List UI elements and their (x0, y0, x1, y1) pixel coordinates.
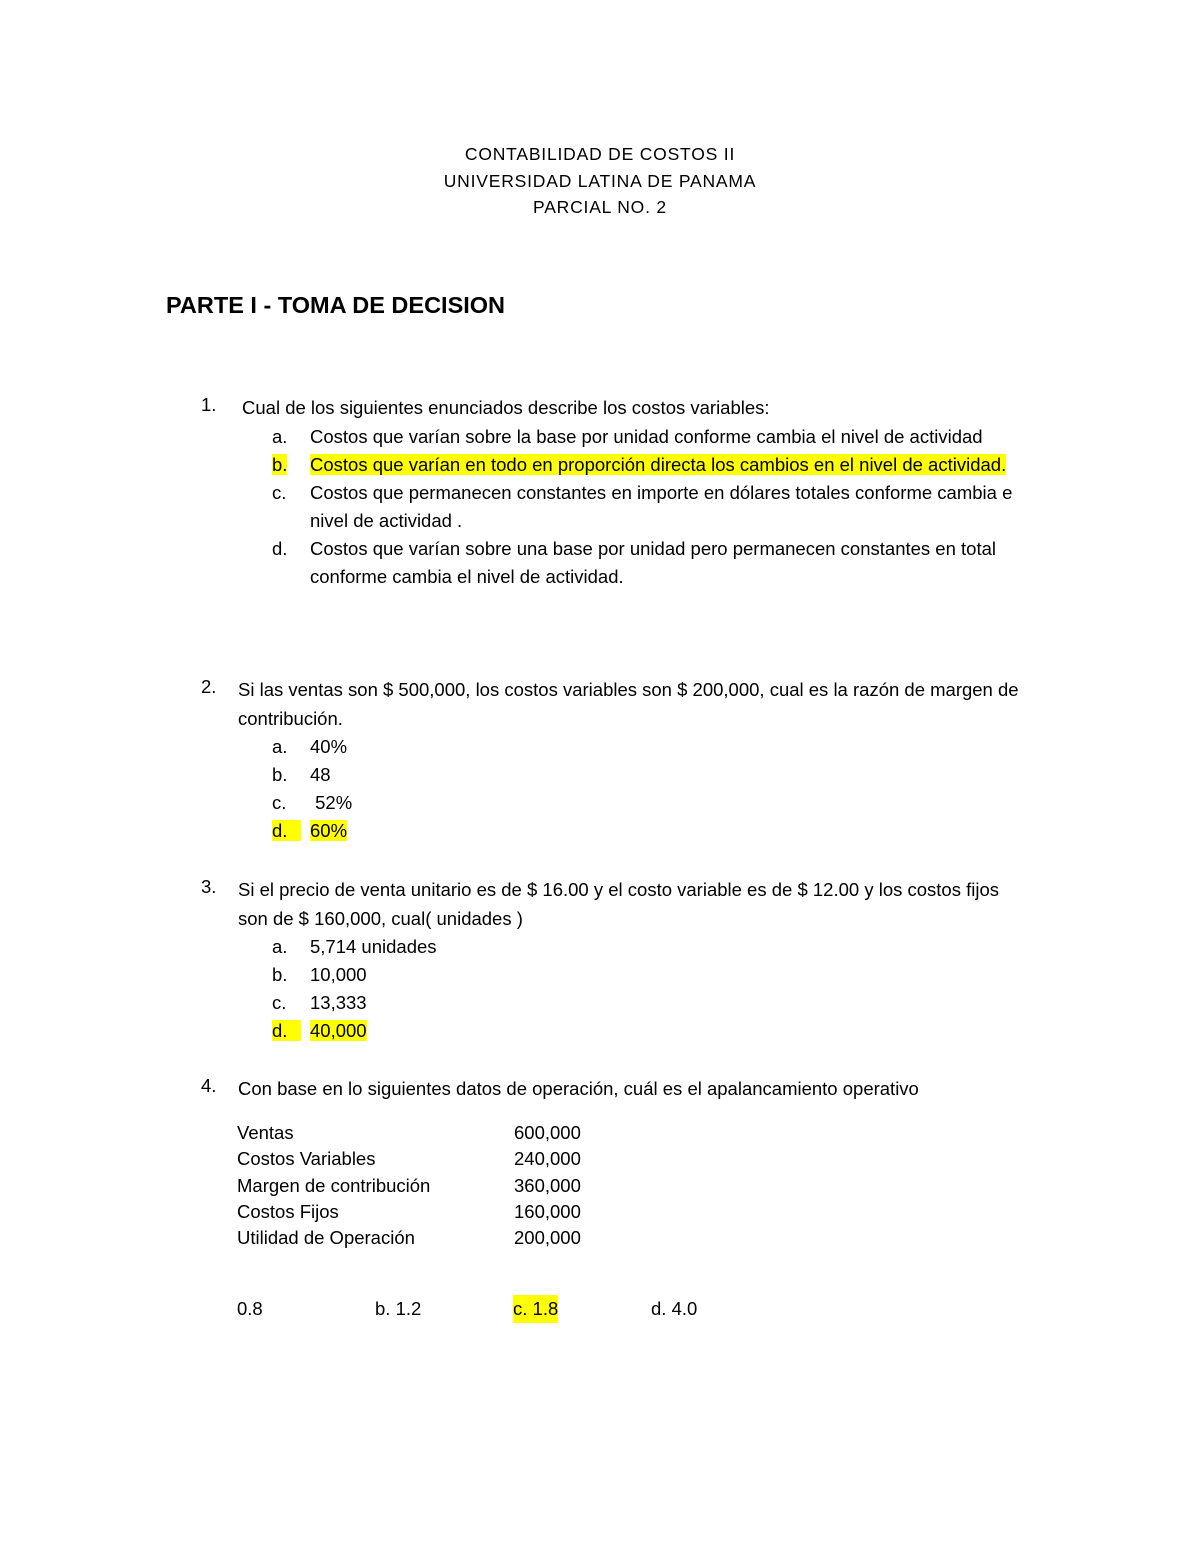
question-1 (201, 394, 1021, 591)
question-4 (201, 1075, 1021, 1104)
option-b (272, 961, 1021, 989)
question-text: Si el precio de venta unitario es de $ 16.00 y el costo variable es de $ 12.00 y los costos fijos son de $ 160,000, cual( unidades ) (238, 879, 1000, 929)
row-label: Margen de contribución (237, 1174, 431, 1196)
question-3 (201, 876, 1021, 1045)
table-row (237, 1225, 581, 1251)
option-letter: c. (272, 992, 287, 1013)
option-text: Costos que varían en todo en proporción directa los cambios en el nivel de actividad. (310, 453, 1007, 475)
option-text: Costos que varían sobre la base por unidad conforme cambia el nivel de actividad (310, 425, 983, 447)
options-list (272, 423, 1021, 591)
table-row (237, 1173, 581, 1199)
question-number: 4. (201, 1075, 217, 1096)
row-value: 160,000 (514, 1200, 581, 1222)
row-value: 600,000 (514, 1122, 581, 1143)
option-letter: d. (272, 1020, 301, 1041)
row-value: 200,000 (514, 1227, 581, 1249)
options-list (272, 933, 1021, 1045)
option-a (272, 933, 1021, 961)
option-c (272, 989, 1021, 1017)
course-title: CONTABILIDAD DE COSTOS II (464, 144, 736, 164)
operating-data-table (237, 1120, 581, 1251)
option-text: 13,333 (310, 992, 367, 1013)
row-value: 360,000 (514, 1174, 581, 1196)
question-text: Cual de los siguientes enunciados describe los costos variables: (242, 397, 770, 418)
option-text: Costos que permanecen constantes en importe en dólares totales conforme cambia e nivel de actividad . (310, 481, 1013, 531)
option-text: 60% (310, 820, 348, 841)
question-number: 3. (201, 876, 217, 897)
exam-title: PARCIAL NO. 2 (533, 197, 667, 217)
question-number: 1. (201, 394, 217, 415)
option-letter: d. (272, 537, 288, 559)
option-letter: c. (272, 481, 287, 503)
answer-option: d. 4.0 (651, 1298, 698, 1319)
university-name: UNIVERSIDAD LATINA DE PANAMA (443, 170, 757, 191)
option-b (272, 451, 1021, 479)
row-label: Costos Fijos (237, 1200, 339, 1222)
option-a (272, 733, 1021, 761)
answer-option: b. 1.2 (375, 1298, 422, 1319)
answer-option: 0.8 (237, 1298, 263, 1319)
option-letter: b. (272, 964, 288, 985)
option-letter: a. (272, 736, 288, 757)
row-label: Utilidad de Operación (237, 1227, 415, 1249)
table-row (237, 1199, 581, 1225)
row-label: Ventas (237, 1122, 294, 1143)
option-c (272, 479, 1021, 535)
option-text: Costos que varían sobre una base por unidad pero permanecen constantes en total conforme cambia el nivel de actividad. (310, 537, 996, 587)
table-row (237, 1146, 581, 1172)
options-list (272, 733, 1021, 845)
option-text: 40,000 (310, 1020, 367, 1041)
answer-option-highlighted: c. 1.8 (513, 1295, 558, 1323)
option-text: 10,000 (310, 964, 367, 985)
option-text: 52% (310, 792, 353, 813)
option-letter: b. (272, 453, 288, 475)
option-c (272, 789, 1021, 817)
question-text: Con base en lo siguientes datos de operación, cuál es el apalancamiento operativo (238, 1078, 919, 1099)
option-text: 5,714 unidades (310, 936, 437, 957)
option-d (272, 817, 1021, 845)
option-letter: b. (272, 764, 288, 785)
document-header (0, 141, 1200, 221)
part-title: PARTE I - TOMA DE DECISION (166, 292, 506, 318)
option-text: 48 (310, 764, 331, 785)
option-d (272, 535, 1021, 591)
row-value: 240,000 (514, 1148, 581, 1170)
option-letter: a. (272, 936, 288, 957)
option-b (272, 761, 1021, 789)
option-text: 40% (310, 736, 348, 757)
question-4-answers (237, 1295, 937, 1323)
option-a (272, 423, 1021, 451)
option-d (272, 1017, 1021, 1045)
option-letter: a. (272, 425, 288, 447)
table-row (237, 1120, 581, 1146)
question-number: 2. (201, 676, 217, 697)
question-2 (201, 676, 1021, 845)
row-label: Costos Variables (237, 1148, 376, 1170)
question-text: Si las ventas son $ 500,000, los costos variables son $ 200,000, cual es la razón de margen de contribución. (238, 679, 1019, 729)
option-letter: d. (272, 820, 301, 841)
option-letter: c. (272, 792, 287, 813)
